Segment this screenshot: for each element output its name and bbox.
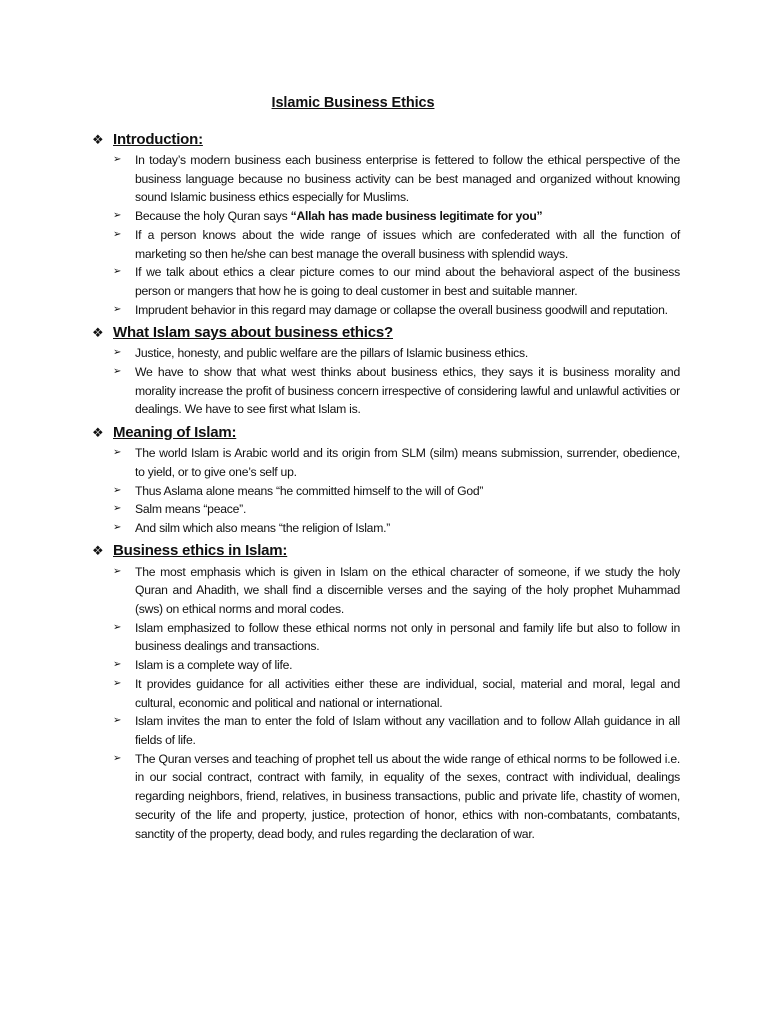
list-item: [92, 444, 680, 481]
arrow-bullet-icon: ➢: [113, 366, 122, 378]
list-item-text: The Quran verses and teaching of prophet tell us about the wide range of ethical norms to be followed i.e. in our social contract, contract with family, in equality of the sexes, contract with individual, dealings regarding neighbors, friend, relatives, in business transactions, public and private life, chastity of women, security of the life and property, justice, protection of honor, ethics with non-combatants, combatants, sanctity of the property, dead body, and rules regarding the declaration of war.: [135, 751, 680, 841]
list-item: [92, 619, 680, 656]
arrow-bullet-icon: ➢: [113, 677, 122, 689]
list-item-text: If a person knows about the wide range of issues which are confederated with all the function of marketing so then he/she can best manage the overall business with splendid ways.: [135, 227, 680, 261]
section-introduction: [92, 128, 680, 319]
document-title: Islamic Business Ethics: [271, 95, 435, 111]
section-heading-text: Meaning of Islam:: [113, 423, 237, 441]
list-item: [92, 263, 680, 300]
bullet-list: [92, 444, 680, 538]
diamond-four-icon: ❖: [92, 324, 104, 340]
section-heading: [92, 540, 680, 562]
arrow-bullet-icon: ➢: [113, 659, 122, 671]
document-content: [92, 128, 680, 843]
list-item-text: And silm which also means “the religion of Islam.”: [135, 520, 391, 535]
list-item: [92, 482, 680, 501]
list-item-text-prefix: Because the holy Quran says: [135, 209, 291, 224]
list-item: [92, 656, 680, 675]
list-item: [92, 750, 680, 844]
list-item: [92, 151, 680, 207]
list-item-text: Islam is a complete way of life.: [135, 658, 293, 673]
list-item-text: [135, 207, 680, 226]
list-item-text: Thus Aslama alone means “he committed himself to the will of God”: [135, 483, 484, 498]
list-item-text: Justice, honesty, and public welfare are the pillars of Islamic business ethics.: [135, 346, 528, 361]
list-item: [92, 712, 680, 749]
section-meaning-of-islam: [92, 421, 680, 538]
diamond-four-icon: ❖: [92, 424, 104, 440]
section-heading-text: Business ethics in Islam:: [113, 542, 288, 560]
arrow-bullet-icon: ➢: [113, 347, 122, 359]
section-heading-text: Introduction:: [113, 130, 203, 148]
arrow-bullet-icon: ➢: [113, 154, 122, 165]
arrow-bullet-icon: ➢: [113, 210, 122, 222]
list-item: [92, 363, 680, 419]
bullet-list: [92, 563, 680, 844]
section-heading-text: What Islam says about business ethics?: [113, 323, 393, 341]
arrow-bullet-icon: ➢: [113, 228, 122, 240]
arrow-bullet-icon: ➢: [113, 621, 122, 633]
diamond-four-icon: ❖: [92, 131, 104, 147]
list-item-text: The world Islam is Arabic world and its origin from SLM (silm) means submission, surrender, obedience, to yield, or to give one’s self up.: [135, 446, 680, 479]
section-heading: [92, 321, 680, 343]
section-business-ethics-in-islam: [92, 540, 680, 844]
arrow-bullet-icon: ➢: [113, 565, 122, 577]
arrow-bullet-icon: ➢: [113, 484, 122, 496]
arrow-bullet-icon: ➢: [113, 503, 122, 515]
list-item: [92, 563, 680, 619]
list-item-text: Imprudent behavior in this regard may damage or collapse the overall business goodwill and reputation.: [135, 302, 668, 317]
list-item: [92, 519, 680, 538]
section-what-islam-says: [92, 321, 680, 419]
diamond-four-icon: ❖: [92, 543, 104, 559]
list-item: [92, 207, 680, 226]
bullet-list: [92, 344, 680, 419]
list-item: [92, 301, 680, 320]
arrow-bullet-icon: ➢: [113, 521, 122, 533]
arrow-bullet-icon: ➢: [113, 266, 122, 278]
list-item-text: The most emphasis which is given in Islam on the ethical character of someone, if we study the holy Quran and Ahadith, we shall find a discernible verses and the saying of the holy prophet Muhammad (sws) on ethical norms and moral codes.: [135, 564, 680, 617]
list-item-text: It provides guidance for all activities either these are individual, social, material and moral, legal and cultural, economic and political and national or international.: [135, 676, 680, 710]
list-item: [92, 675, 680, 712]
list-item-text: If we talk about ethics a clear picture comes to our mind about the behavioral aspect of the business person or mangers that how he is going to deal customer in best and suitable manner.: [135, 265, 680, 298]
list-item-text: We have to show that what west thinks about business ethics, they says it is business morality and morality increase the profit of business concern irrespective of considering lawful and unlawful activities or dealings. We have to see first what Islam is.: [135, 365, 680, 417]
list-item-text: Islam emphasized to follow these ethical norms not only in personal and family life but also to follow in business dealings and transactions.: [135, 620, 680, 654]
section-heading: [92, 421, 680, 443]
list-item: [92, 226, 680, 263]
bullet-list: [92, 151, 680, 319]
list-item-text: Salm means “peace”.: [135, 502, 247, 517]
list-item-text: In today’s modern business each business enterprise is fettered to follow the ethical perspective of the business language because no business activity can be best managed and organized without knowing sound Islamic business ethics especially for Muslims.: [135, 153, 680, 205]
list-item: [92, 344, 680, 363]
quran-quote: “Allah has made business legitimate for you”: [290, 209, 543, 224]
list-item: [92, 500, 680, 519]
section-heading: [92, 128, 680, 150]
list-item-text: Islam invites the man to enter the fold of Islam without any vacillation and to follow Allah guidance in all fields of life.: [135, 714, 680, 747]
arrow-bullet-icon: ➢: [113, 447, 122, 459]
arrow-bullet-icon: ➢: [113, 715, 122, 727]
arrow-bullet-icon: ➢: [113, 303, 122, 315]
arrow-bullet-icon: ➢: [113, 752, 122, 764]
